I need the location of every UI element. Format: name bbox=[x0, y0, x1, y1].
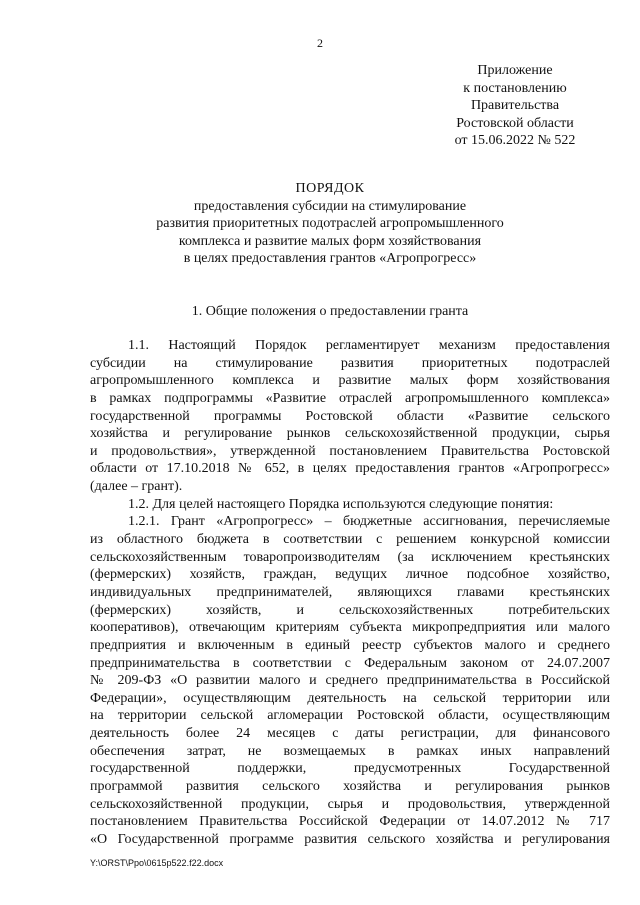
appendix-line: Правительства bbox=[470, 98, 560, 113]
paragraph-line: сельскохозяйственной продукции, сырья и продовольствия, утвержденной bbox=[90, 796, 610, 812]
document-title bbox=[60, 180, 600, 268]
appendix-line: к постановлению bbox=[463, 80, 567, 96]
paragraph-line: 1.1. Настоящий Порядок регламентирует механизм предоставления bbox=[128, 338, 610, 353]
paragraph-line: «О Государственной программе развития сельского хозяйства и регулирования bbox=[90, 831, 610, 847]
section-heading: 1. Общие положения о предоставлении гранта bbox=[191, 304, 469, 319]
paragraph-line: государственной программы Ростовской области «Развитие сельского bbox=[90, 408, 610, 424]
paragraph-line: государственной поддержки, предусмотренных Государственной bbox=[90, 761, 610, 777]
paragraph-line: обеспечения затрат, не возмещаемых в рамках иных направлений bbox=[90, 743, 610, 759]
paragraph-line: (фермерских) хозяйств, и сельскохозяйственных потребительских bbox=[90, 602, 610, 618]
appendix-line: от 15.06.2022 № 522 bbox=[454, 133, 576, 148]
paragraph-line: № 209-ФЗ «О развитии малого и среднего предпринимательства в Российской bbox=[90, 673, 610, 689]
paragraph-line: хозяйства и регулирование рынков сельскохозяйственной продукции, сырья bbox=[90, 426, 610, 442]
paragraph-line: индивидуальных предпринимателей, являющихся главами крестьянских bbox=[90, 584, 610, 600]
appendix-block bbox=[430, 62, 600, 150]
paragraph-line: агропромышленного комплекса и развитие малых форм хозяйствования bbox=[90, 373, 610, 389]
title-line: предоставления субсидии на стимулирование bbox=[193, 198, 467, 214]
paragraph-line: предпринимательства в соответствии с Федеральным законом от 24.07.2007 bbox=[90, 655, 610, 671]
paragraph-line: предприятия и включенным в единый реестр субъектов малого и среднего bbox=[90, 637, 610, 653]
title-line: в целях предоставления грантов «Агропрогресс» bbox=[183, 251, 477, 266]
paragraph-line: Федерации», осуществляющим деятельность на сельской территории или bbox=[90, 690, 610, 706]
appendix-line: Ростовской области bbox=[456, 115, 574, 131]
appendix-line: Приложение bbox=[477, 63, 553, 78]
paragraph-line: сельскохозяйственным товаропроизводителям (за исключением крестьянских bbox=[90, 549, 610, 565]
document-body bbox=[90, 337, 610, 849]
paragraph-line: (фермерских) хозяйств, граждан, ведущих личное подсобное хозяйство, bbox=[90, 567, 610, 583]
title-heading: ПОРЯДОК bbox=[295, 181, 365, 196]
paragraph-line: из областного бюджета в соответствии с решением конкурсной комиссии bbox=[90, 532, 610, 548]
title-line: комплекса и развитие малых форм хозяйствования bbox=[178, 233, 482, 249]
paragraph-line: на территории сельской агломерации Ростовской области, осуществляющим bbox=[90, 708, 610, 724]
paragraph-line: и продовольствия», утвержденной постановлением Правительства Ростовской bbox=[90, 443, 610, 459]
paragraph-line: кооперативов), отвечающим критериям субъекта микропредприятия или малого bbox=[90, 620, 610, 636]
paragraph-line: программой развития сельского хозяйства и регулирования рынков bbox=[90, 779, 610, 795]
paragraph-line: субсидии на стимулирование развития приоритетных подотраслей bbox=[90, 355, 610, 371]
paragraph-line: области от 17.10.2018 № 652, в целях предоставления грантов «Агропрогресс» bbox=[90, 461, 610, 477]
paragraph-line: 1.2. Для целей настоящего Порядка используются следующие понятия: bbox=[128, 496, 554, 512]
paragraph-line: деятельность более 24 месяцев с даты регистрации, для финансового bbox=[90, 726, 610, 742]
paragraph-line: (далее – грант). bbox=[90, 479, 183, 495]
paragraph-line: 1.2.1. Грант «Агропрогресс» – бюджетные ассигнования, перечисляемые bbox=[128, 514, 610, 530]
page-number: 2 bbox=[317, 36, 323, 50]
title-line: развития приоритетных подотраслей агропромышленного bbox=[156, 216, 504, 231]
file-path-footer: Y:\ORST\Ppo\0615p522.f22.docx bbox=[90, 858, 224, 868]
paragraph-line: в рамках подпрограммы «Развитие отраслей агропромышленного комплекса» bbox=[90, 390, 610, 406]
paragraph-line: постановлением Правительства Российской Федерации от 14.07.2012 № 717 bbox=[90, 814, 610, 830]
